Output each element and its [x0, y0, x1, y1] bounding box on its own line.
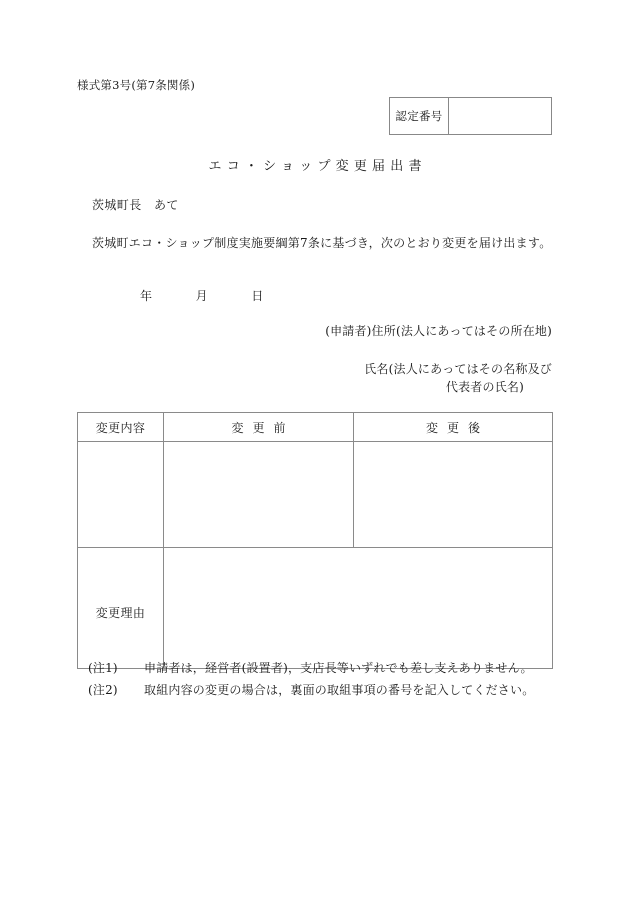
- header-change-kind: 変更内容: [78, 413, 164, 442]
- applicant-name-label-line2: 代表者の氏名): [445, 380, 524, 394]
- certification-number-field[interactable]: [449, 98, 551, 134]
- certification-number-label: 認定番号: [390, 98, 449, 134]
- header-after-change: 変更後: [354, 413, 553, 442]
- footnote-1: [88, 659, 534, 681]
- cell-after-change[interactable]: [354, 442, 553, 548]
- cell-change-reason[interactable]: [164, 548, 553, 669]
- footnote-1-tag: (注1): [88, 661, 118, 675]
- date-line: [140, 287, 263, 304]
- table-reason-row: [78, 548, 553, 669]
- body-paragraph: 茨城町エコ・ショップ制度実施要綱第7条に基づき，次のとおり変更を届け出ます。: [92, 236, 552, 250]
- day-label: 日: [251, 289, 264, 303]
- applicant-address-label: (申請者)住所(法人にあってはその所在地): [325, 324, 552, 338]
- footnotes: [88, 659, 534, 703]
- addressee-line: 茨城町長 あて: [92, 198, 179, 212]
- applicant-name-label-line1: 氏名(法人にあってはその名称及び: [364, 362, 552, 376]
- header-before-change: 変更前: [164, 413, 354, 442]
- page-title: エコ・ショップ変更届出書: [208, 159, 427, 174]
- certification-number-box: [389, 97, 552, 135]
- cell-change-kind[interactable]: [78, 442, 164, 548]
- applicant-name-label: [0, 360, 552, 396]
- footnote-2: [88, 681, 534, 703]
- footnote-2-text: 取組内容の変更の場合は，裏面の取組事項の番号を記入してください。: [144, 683, 535, 697]
- table-header-row: [78, 413, 553, 442]
- change-table: [77, 412, 553, 669]
- month-label: 月: [195, 289, 208, 303]
- label-change-reason: 変更理由: [78, 548, 164, 669]
- cell-before-change[interactable]: [164, 442, 354, 548]
- form-number: 様式第3号(第7条関係): [77, 78, 196, 92]
- table-row: [78, 442, 553, 548]
- footnote-1-text: 申請者は，経営者(設置者)，支店長等いずれでも差し支えありません。: [144, 661, 533, 675]
- year-label: 年: [140, 289, 153, 303]
- footnote-2-tag: (注2): [88, 683, 118, 697]
